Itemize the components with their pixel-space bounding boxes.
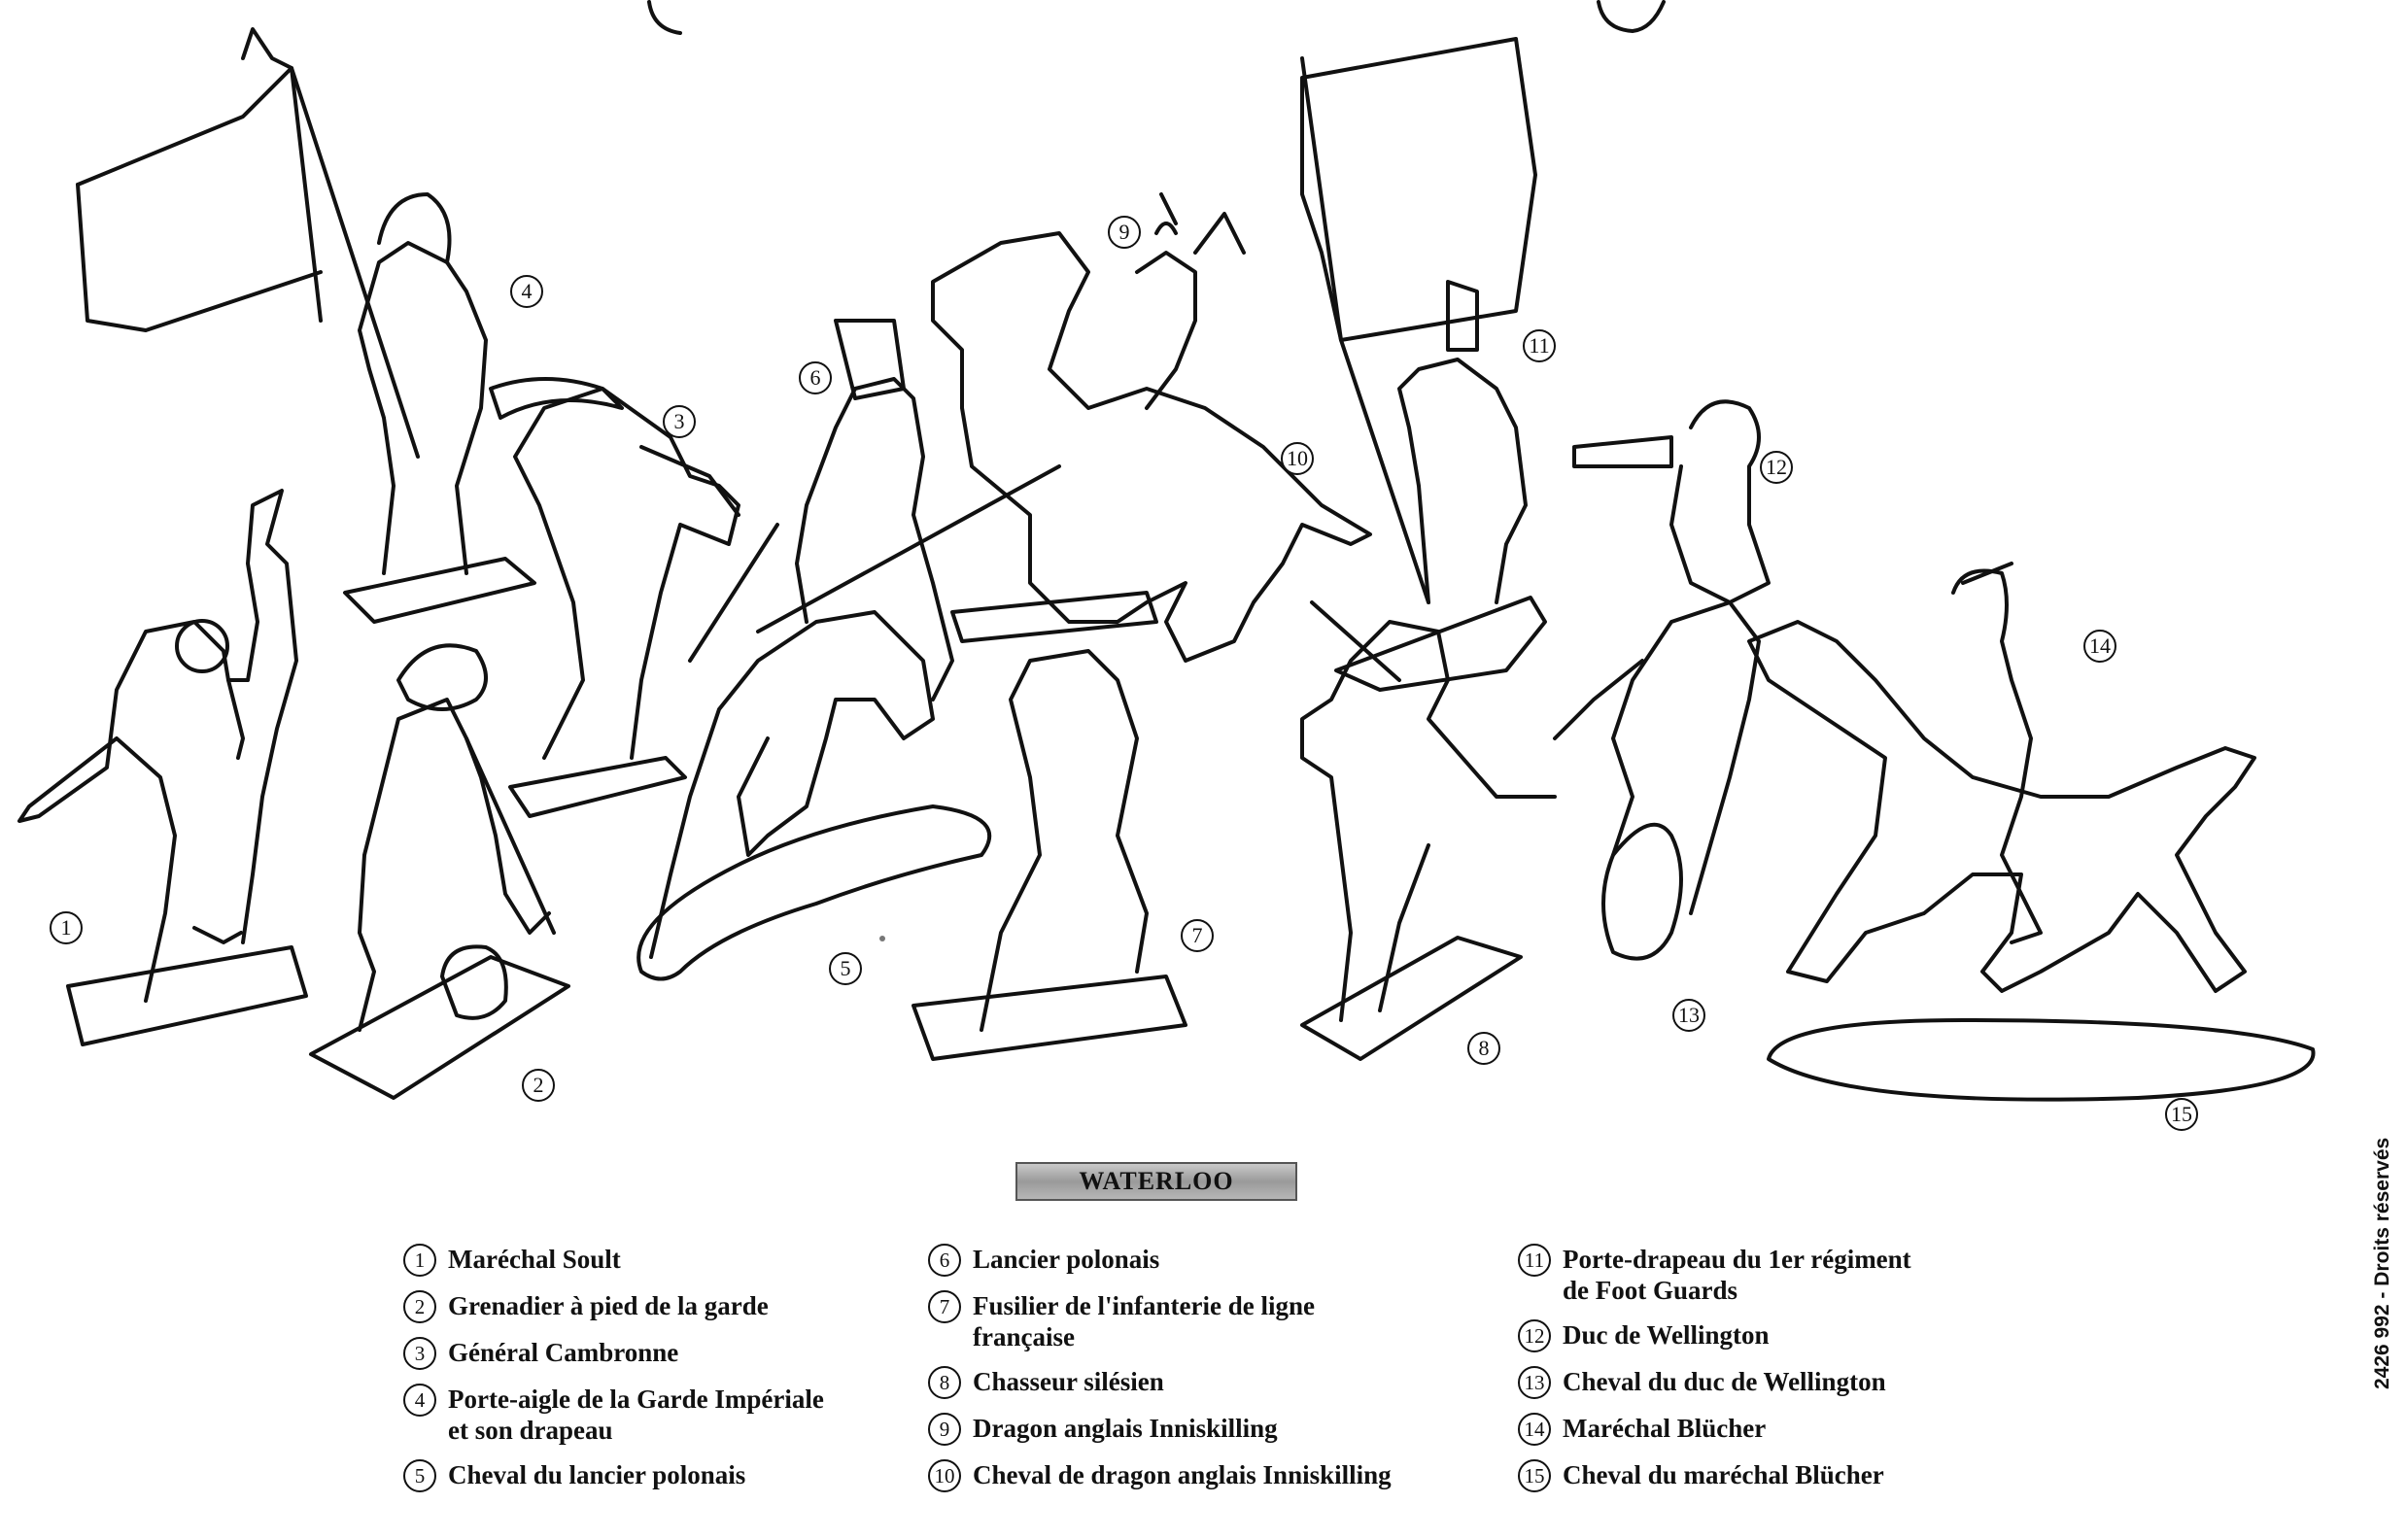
fig-number-11 — [1523, 329, 1556, 362]
fig-number-1-text: 1 — [60, 915, 72, 940]
figure-1-marechal-soult — [19, 491, 306, 1044]
legend-number: 4 — [403, 1384, 436, 1417]
legend-label: Cheval de dragon anglais Inniskilling — [973, 1460, 1392, 1489]
legend-number: 7 — [928, 1290, 961, 1323]
fig-number-10 — [1281, 442, 1314, 475]
legend-label: Fusilier de l'infanterie de ligne française — [973, 1291, 1315, 1351]
legend-item — [928, 1244, 1392, 1277]
legend-label: Dragon anglais Inniskilling — [973, 1414, 1278, 1443]
legend-label: Porte-drapeau du 1er régiment de Foot Guards — [1563, 1245, 1911, 1305]
legend-item — [403, 1384, 824, 1446]
legend-item — [403, 1459, 824, 1492]
legend-column-1 — [403, 1244, 824, 1506]
fig-number-14-text: 14 — [2089, 633, 2111, 658]
hole-punch-right — [1599, 2, 1664, 31]
legend-number: 14 — [1518, 1413, 1551, 1446]
fig-number-1 — [50, 911, 83, 944]
fig-number-2-text: 2 — [533, 1073, 544, 1097]
legend-number: 15 — [1518, 1459, 1551, 1492]
fig-number-3 — [663, 405, 696, 438]
fig-number-3-text: 3 — [673, 409, 685, 433]
legend-number: 12 — [1518, 1319, 1551, 1352]
legend-label: Porte-aigle de la Garde Impériale et son drapeau — [448, 1385, 824, 1445]
fig-number-10-text: 10 — [1287, 446, 1308, 470]
legend-item — [403, 1244, 824, 1277]
fig-number-6-text: 6 — [809, 365, 821, 390]
fig-number-11-text: 11 — [1529, 333, 1550, 358]
legend-number: 10 — [928, 1459, 961, 1492]
figure-2-grenadier — [311, 645, 568, 1098]
legend-label: Maréchal Soult — [448, 1245, 621, 1274]
legend-label: Maréchal Blücher — [1563, 1414, 1767, 1443]
fig-number-14 — [2083, 630, 2116, 663]
fig-number-2 — [522, 1069, 555, 1102]
figure-11-porte-drapeau — [1302, 39, 1545, 690]
legend-number: 13 — [1518, 1366, 1551, 1399]
fig-number-15-text: 15 — [2171, 1102, 2192, 1126]
figure-9-10-dragoon-on-horse — [933, 194, 1370, 661]
legend-item — [1518, 1244, 1911, 1306]
figure-4-porte-aigle — [78, 29, 534, 622]
legend-number: 11 — [1518, 1244, 1551, 1277]
legend-label: Général Cambronne — [448, 1338, 679, 1367]
legend-column-2 — [928, 1244, 1392, 1506]
fig-number-8-text: 8 — [1478, 1036, 1490, 1060]
fig-number-15 — [2165, 1098, 2198, 1131]
title-plate — [1015, 1162, 1297, 1201]
fig-number-8 — [1467, 1032, 1500, 1065]
speck — [879, 936, 885, 941]
legend-item — [928, 1413, 1392, 1446]
legend-item — [928, 1290, 1392, 1352]
legend-item — [1518, 1413, 1911, 1446]
legend-item — [1518, 1459, 1911, 1492]
legend-label: Lancier polonais — [973, 1245, 1160, 1274]
fig-number-5-text: 5 — [840, 956, 851, 980]
legend-number: 3 — [403, 1337, 436, 1370]
legend-label: Duc de Wellington — [1563, 1320, 1770, 1350]
legend-number: 9 — [928, 1413, 961, 1446]
legend-number: 5 — [403, 1459, 436, 1492]
legend-item — [928, 1366, 1392, 1399]
legend-number: 1 — [403, 1244, 436, 1277]
legend-label: Cheval du maréchal Blücher — [1563, 1460, 1884, 1489]
fig-number-12-text: 12 — [1766, 455, 1787, 479]
fig-number-4 — [510, 275, 543, 308]
legend-column-3 — [1518, 1244, 1911, 1506]
fig-number-6 — [799, 361, 832, 394]
legend-item — [928, 1459, 1392, 1492]
copyright-notice: 2426 992 - Droits réservés — [2371, 1137, 2393, 1389]
legend-label: Chasseur silésien — [973, 1367, 1164, 1396]
fig-number-9-text: 9 — [1118, 220, 1130, 244]
figure-5-6-lancer-on-horse — [638, 321, 1059, 979]
hole-punch-left — [649, 2, 680, 33]
legend-item — [1518, 1319, 1911, 1352]
legend-number: 2 — [403, 1290, 436, 1323]
legend-label: Grenadier à pied de la garde — [448, 1291, 769, 1320]
fig-number-7 — [1181, 919, 1214, 952]
fig-number-5 — [829, 952, 862, 985]
figure-7-fusilier — [913, 593, 1186, 1059]
legend-label: Cheval du duc de Wellington — [1563, 1367, 1886, 1396]
fig-number-4-text: 4 — [521, 279, 533, 303]
figure-12-13-wellington — [1555, 401, 1769, 958]
legend-item — [403, 1290, 824, 1323]
fig-number-12 — [1760, 451, 1793, 484]
fig-number-13-text: 13 — [1678, 1003, 1700, 1027]
legend-item — [1518, 1366, 1911, 1399]
figure-3-cambronne — [491, 379, 739, 816]
legend-number: 8 — [928, 1366, 961, 1399]
fig-number-13 — [1672, 999, 1705, 1032]
legend-label: Cheval du lancier polonais — [448, 1460, 746, 1489]
legend-item — [403, 1337, 824, 1370]
fig-number-7-text: 7 — [1191, 923, 1203, 947]
page-title: WATERLOO — [1079, 1167, 1234, 1195]
figure-14-15-blucher — [1749, 564, 2314, 1100]
legend-number: 6 — [928, 1244, 961, 1277]
fig-number-9 — [1108, 216, 1141, 249]
